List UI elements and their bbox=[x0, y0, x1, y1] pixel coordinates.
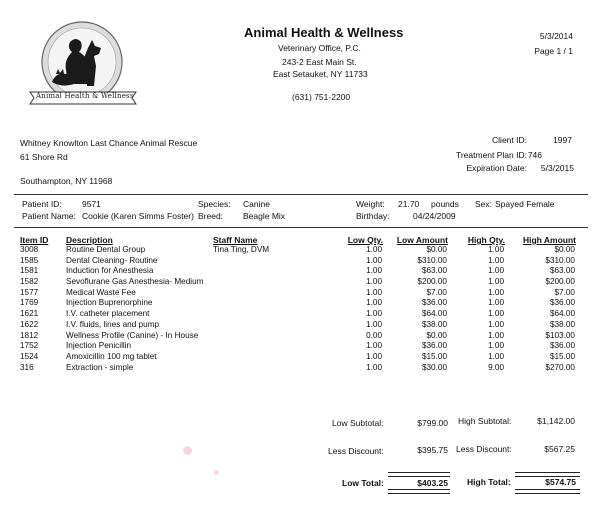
table-row bbox=[0, 309, 600, 320]
sex-value: Spayed Female bbox=[495, 199, 555, 209]
description-cell: Dental Cleaning- Routine bbox=[66, 255, 158, 265]
description-cell: Amoxicillin 100 mg tablet bbox=[66, 351, 157, 361]
low-amount-cell: $310.00 bbox=[417, 255, 447, 265]
high-qty-cell: 9.00 bbox=[488, 362, 504, 372]
description-cell: Extraction - simple bbox=[66, 362, 134, 372]
treatment-plan-id-value: 746 bbox=[527, 150, 542, 160]
description-cell: I.V. fluids, lines and pump bbox=[66, 319, 159, 329]
patient-id-value: 9571 bbox=[82, 199, 101, 209]
low-qty-cell: 1.00 bbox=[366, 298, 382, 308]
low-subtotal-value: $799.00 bbox=[417, 418, 448, 428]
high-amount-cell: $0.00 bbox=[554, 245, 575, 254]
description-cell: Induction for Anesthesia bbox=[66, 266, 154, 276]
species-label: Species: bbox=[198, 199, 231, 209]
low-amount-cell: $36.00 bbox=[421, 298, 447, 308]
species-value: Canine bbox=[243, 199, 270, 209]
table-row bbox=[0, 277, 600, 288]
clinic-name: Animal Health & Wellness bbox=[244, 25, 404, 40]
client-address-line2: Southampton, NY 11968 bbox=[20, 176, 113, 186]
low-amount-cell: $63.00 bbox=[421, 266, 447, 276]
low-qty-cell: 1.00 bbox=[366, 255, 382, 265]
clinic-office: Veterinary Office, P.C. bbox=[278, 43, 361, 53]
table-row bbox=[0, 352, 600, 363]
col-header-description: Description bbox=[66, 235, 113, 245]
high-amount-cell: $64.00 bbox=[549, 309, 575, 319]
client-id-label: Client ID: bbox=[492, 135, 527, 145]
high-amount-cell: $310.00 bbox=[545, 255, 575, 265]
breed-label: Breed: bbox=[198, 211, 224, 221]
clinic-street: 243-2 East Main St. bbox=[282, 57, 357, 67]
low-qty-cell: 1.00 bbox=[366, 309, 382, 319]
low-qty-cell: 1.00 bbox=[366, 287, 382, 297]
clinic-city: East Setauket, NY 11733 bbox=[273, 69, 368, 79]
table-row bbox=[0, 288, 600, 299]
patient-name-label: Patient Name: bbox=[22, 211, 76, 221]
item-id-cell: 1581 bbox=[20, 266, 39, 276]
item-id-cell: 1524 bbox=[20, 351, 39, 361]
item-id-cell: 1577 bbox=[20, 287, 39, 297]
high-amount-cell: $15.00 bbox=[549, 351, 575, 361]
client-name: Whitney Knowlton Last Chance Animal Rescue bbox=[20, 138, 198, 148]
item-id-cell: 1812 bbox=[20, 330, 39, 340]
high-qty-cell: 1.00 bbox=[488, 245, 504, 254]
description-cell: Injection Penicillin bbox=[66, 341, 132, 351]
low-total-double-rule bbox=[388, 472, 450, 477]
high-total-value: $574.75 bbox=[545, 477, 576, 487]
low-amount-cell: $38.00 bbox=[421, 319, 447, 329]
description-cell: I.V. catheter placement bbox=[66, 309, 150, 319]
expiration-date-value: 5/3/2015 bbox=[540, 163, 574, 173]
low-qty-cell: 1.00 bbox=[366, 362, 382, 372]
col-header-low-amount: Low Amount bbox=[396, 235, 448, 245]
table-row bbox=[0, 256, 600, 267]
patient-name-value: Cookie (Karen Simms Foster) bbox=[82, 211, 194, 221]
low-qty-cell: 1.00 bbox=[366, 341, 382, 351]
weight-label: Weight: bbox=[356, 199, 385, 209]
birthday-value: 04/24/2009 bbox=[413, 211, 456, 221]
low-amount-cell: $15.00 bbox=[421, 351, 447, 361]
high-amount-cell: $103.00 bbox=[545, 330, 575, 340]
high-qty-cell: 1.00 bbox=[488, 341, 504, 351]
item-id-cell: 1582 bbox=[20, 277, 39, 287]
page-number: Page 1 / 1 bbox=[534, 46, 573, 56]
high-qty-cell: 1.00 bbox=[488, 277, 504, 287]
high-qty-cell: 1.00 bbox=[488, 351, 504, 361]
high-discount-label: Less Discount: bbox=[456, 444, 512, 454]
low-qty-cell: 1.00 bbox=[366, 319, 382, 329]
low-amount-cell: $200.00 bbox=[417, 277, 447, 287]
line-items-table bbox=[0, 245, 600, 373]
expiration-date-label: Expiration Date: bbox=[466, 163, 527, 173]
birthday-label: Birthday: bbox=[356, 211, 390, 221]
description-cell: Medical Waste Fee bbox=[66, 287, 136, 297]
scan-smudge bbox=[183, 446, 192, 455]
low-qty-cell: 1.00 bbox=[366, 266, 382, 276]
table-row bbox=[0, 363, 600, 374]
col-header-high-qty: High Qty. bbox=[467, 235, 505, 245]
treatment-plan-id-label: Treatment Plan ID: bbox=[455, 150, 527, 160]
table-row bbox=[0, 298, 600, 309]
low-total-value: $403.25 bbox=[417, 478, 448, 488]
low-discount-label: Less Discount: bbox=[328, 446, 384, 456]
table-row bbox=[0, 266, 600, 277]
description-cell: Routine Dental Group bbox=[66, 245, 146, 254]
high-subtotal-label: High Subtotal: bbox=[458, 416, 512, 426]
high-qty-cell: 1.00 bbox=[488, 330, 504, 340]
high-qty-cell: 1.00 bbox=[488, 298, 504, 308]
high-amount-cell: $270.00 bbox=[545, 362, 575, 372]
table-row bbox=[0, 320, 600, 331]
patient-info-bottom-rule bbox=[14, 227, 588, 228]
high-qty-cell: 1.00 bbox=[488, 266, 504, 276]
description-cell: Sevoflurane Gas Anesthesia- Medium bbox=[66, 277, 204, 287]
scan-smudge bbox=[214, 470, 219, 475]
col-header-high-amount: High Amount bbox=[522, 235, 576, 245]
low-amount-cell: $0.00 bbox=[426, 245, 447, 254]
high-total-label: High Total: bbox=[467, 477, 511, 487]
document-date: 5/3/2014 bbox=[539, 31, 573, 41]
table-row bbox=[0, 331, 600, 342]
logo-graphic bbox=[24, 12, 142, 116]
col-header-low-qty: Low Qty. bbox=[347, 235, 383, 245]
high-amount-cell: $38.00 bbox=[549, 319, 575, 329]
high-amount-cell: $36.00 bbox=[549, 341, 575, 351]
client-address-line1: 61 Shore Rd bbox=[20, 152, 68, 162]
description-cell: Wellness Profile (Canine) - In House bbox=[66, 330, 199, 340]
low-amount-cell: $30.00 bbox=[421, 362, 447, 372]
high-qty-cell: 1.00 bbox=[488, 287, 504, 297]
high-subtotal-value: $1,142.00 bbox=[537, 416, 575, 426]
patient-id-label: Patient ID: bbox=[22, 199, 62, 209]
patient-info-top-rule bbox=[14, 194, 588, 195]
item-id-cell: 1769 bbox=[20, 298, 39, 308]
low-qty-cell: 0.00 bbox=[366, 330, 382, 340]
low-total-double-underline bbox=[388, 489, 450, 494]
sex-label: Sex: bbox=[475, 199, 493, 209]
low-qty-cell: 1.00 bbox=[366, 245, 382, 254]
low-total-label: Low Total: bbox=[342, 478, 384, 488]
table-row bbox=[0, 245, 600, 256]
client-id-value: 1997 bbox=[553, 135, 572, 145]
low-amount-cell: $7.00 bbox=[426, 287, 447, 297]
low-discount-value: $395.75 bbox=[417, 445, 448, 455]
item-id-cell: 1585 bbox=[20, 255, 39, 265]
low-subtotal-label: Low Subtotal: bbox=[332, 418, 384, 428]
col-header-staff-name: Staff Name bbox=[213, 235, 258, 245]
high-amount-cell: $36.00 bbox=[549, 298, 575, 308]
weight-unit: pounds bbox=[431, 199, 459, 209]
description-cell: Injection Buprenorphine bbox=[66, 298, 153, 308]
high-total-double-underline bbox=[515, 489, 580, 494]
table-row bbox=[0, 341, 600, 352]
item-id-cell: 1622 bbox=[20, 319, 39, 329]
low-amount-cell: $0.00 bbox=[426, 330, 447, 340]
clinic-phone: (631) 751-2200 bbox=[292, 92, 351, 102]
logo-text: Animal Health & Wellness bbox=[36, 92, 134, 100]
col-header-item-id: Item ID bbox=[20, 235, 49, 245]
item-id-cell: 3008 bbox=[20, 245, 39, 254]
breed-value: Beagle Mix bbox=[243, 211, 286, 221]
low-amount-cell: $36.00 bbox=[421, 341, 447, 351]
low-qty-cell: 1.00 bbox=[366, 277, 382, 287]
item-id-cell: 1621 bbox=[20, 309, 39, 319]
item-id-cell: 316 bbox=[20, 362, 34, 372]
high-discount-value: $567.25 bbox=[544, 444, 575, 454]
high-qty-cell: 1.00 bbox=[488, 255, 504, 265]
low-qty-cell: 1.00 bbox=[366, 351, 382, 361]
staff-cell: Tina Ting, DVM bbox=[213, 245, 270, 254]
low-amount-cell: $64.00 bbox=[421, 309, 447, 319]
high-qty-cell: 1.00 bbox=[488, 309, 504, 319]
high-amount-cell: $200.00 bbox=[545, 277, 575, 287]
high-amount-cell: $63.00 bbox=[549, 266, 575, 276]
item-id-cell: 1752 bbox=[20, 341, 39, 351]
high-qty-cell: 1.00 bbox=[488, 319, 504, 329]
high-amount-cell: $7.00 bbox=[554, 287, 575, 297]
weight-value: 21.70 bbox=[398, 199, 420, 209]
clinic-logo bbox=[24, 12, 142, 116]
